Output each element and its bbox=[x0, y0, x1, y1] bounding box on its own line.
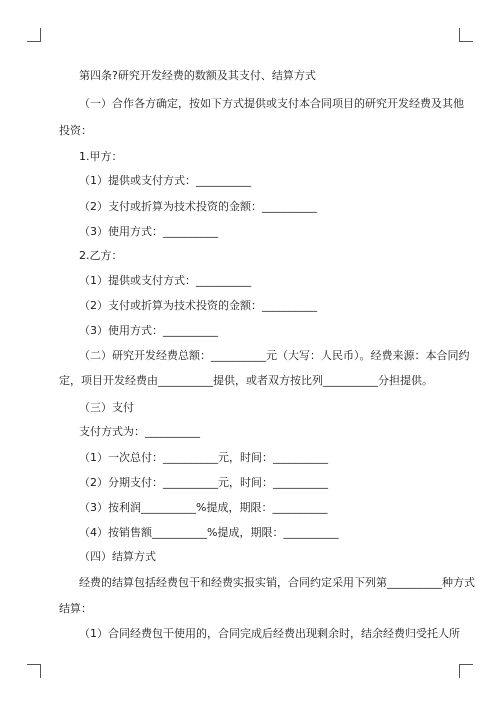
paragraph-line: （1）提供或支付方式：__________ bbox=[79, 174, 251, 187]
paragraph-line: （1）一次总付：__________元，时间：__________ bbox=[79, 451, 328, 464]
crop-mark-top-left bbox=[27, 28, 41, 42]
paragraph-line: （二）研究开发经费总额：__________元（大写：人民币）。经费来源：本合同约 bbox=[79, 349, 470, 362]
paragraph-line: （1）提供或支付方式：__________ bbox=[79, 274, 251, 287]
payment-heading: （三）支付 bbox=[79, 401, 134, 414]
article-heading: 第四条?研究开发经费的数额及其支付、结算方式 bbox=[79, 69, 316, 82]
crop-mark-bottom-left bbox=[27, 664, 41, 678]
paragraph-line: 投资： bbox=[59, 124, 92, 137]
paragraph-line: （1）合同经费包干使用的，合同完成后经费出现剩余时，结余经费归受托人所 bbox=[79, 627, 460, 640]
crop-mark-bottom-right bbox=[459, 664, 473, 678]
paragraph-line: （2）分期支付：__________元，时间：__________ bbox=[79, 476, 328, 489]
paragraph-line: （2）支付或折算为技术投资的金额：__________ bbox=[79, 299, 317, 312]
paragraph-line: 支付方式为：__________ bbox=[79, 425, 200, 438]
paragraph-line: （2）支付或折算为技术投资的金额：__________ bbox=[79, 200, 317, 213]
paragraph-line: （4）按销售额__________%提成，期限：__________ bbox=[79, 526, 339, 539]
paragraph-line: （3）按利润__________%提成，期限：__________ bbox=[79, 501, 328, 514]
settlement-heading: （四）结算方式 bbox=[79, 550, 156, 563]
party-b-heading: 2.乙方： bbox=[79, 249, 123, 262]
paragraph-line: （3）使用方式：__________ bbox=[79, 225, 218, 238]
paragraph-line: 结算： bbox=[59, 602, 92, 615]
paragraph-line: 定，项目开发经费由__________提供，或者双方按比列__________分担提供。 bbox=[59, 374, 433, 387]
paragraph-line: （3）使用方式：__________ bbox=[79, 324, 218, 337]
crop-mark-top-right bbox=[459, 28, 473, 42]
paragraph-line: 经费的结算包括经费包干和经费实报实销，合同约定采用下列第__________种方式 bbox=[79, 576, 475, 589]
party-a-heading: 1.甲方： bbox=[79, 150, 123, 163]
paragraph-line: （一）合作各方确定，按如下方式提供或支付本合同项目的研究开发经费及其他 bbox=[79, 97, 464, 110]
